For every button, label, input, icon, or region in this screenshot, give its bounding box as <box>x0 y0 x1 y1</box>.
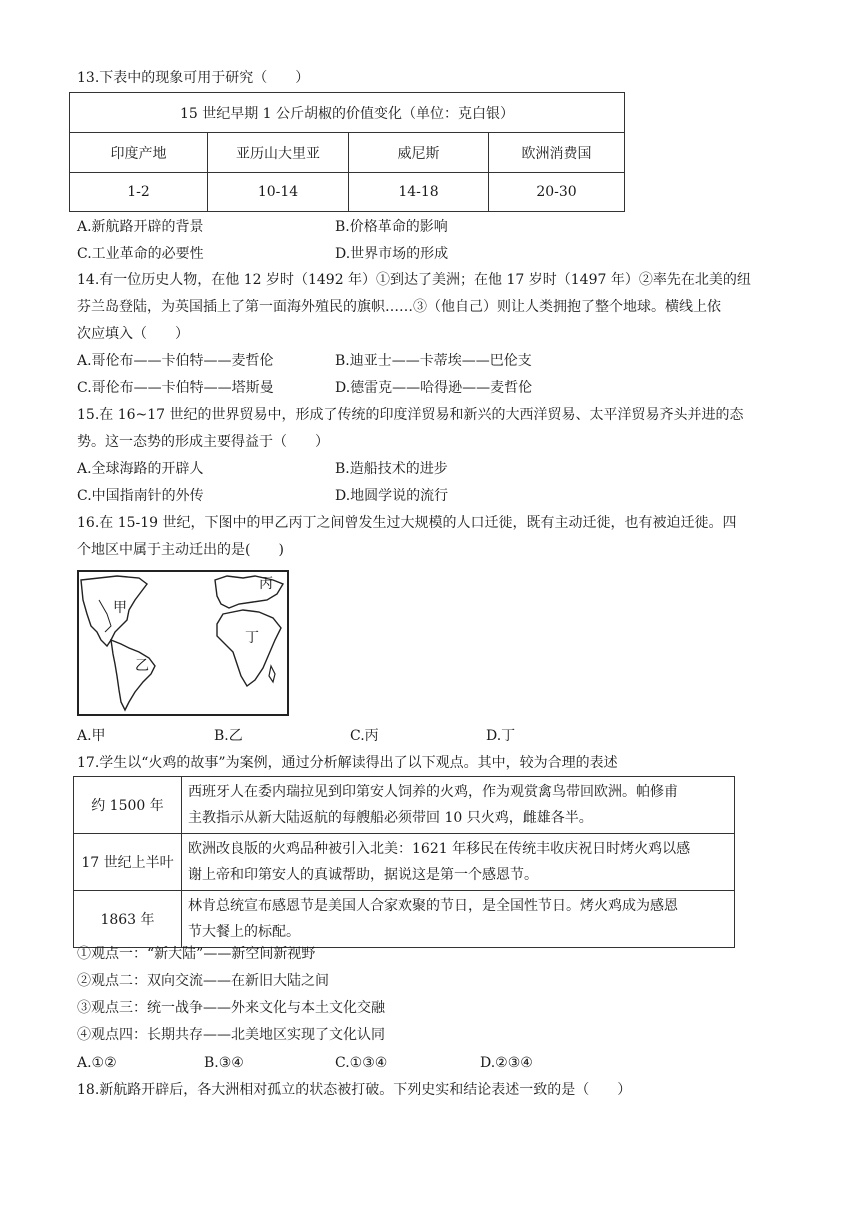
q13-header-alexandria: 亚历山大里亚 <box>208 133 349 173</box>
map-label-jia: 甲 <box>113 600 127 616</box>
q16-stem-line-1: 16.在 15-19 世纪，下图中的甲乙丙丁之间曾发生过大规模的人口迁徙，既有主动迁徙，也有被迫迁徙。四 <box>77 515 737 531</box>
q17-option-b[interactable]: B.③④ <box>204 1055 244 1071</box>
q13-value-europe: 20-30 <box>489 173 625 212</box>
q14-stem-line-2: 芬兰岛登陆，为英国插上了第一面海外殖民的旗帜……③（他自己）则让人类拥抱了整个地球。横线上依 <box>77 299 721 315</box>
q17-row-1-line-1: 西班牙人在委内瑞拉见到印第安人饲养的火鸡，作为观赏禽鸟带回欧洲。帕修甫 <box>188 784 678 800</box>
q13-header-europe: 欧洲消费国 <box>489 133 625 173</box>
q17-option-a[interactable]: A.①② <box>77 1055 117 1071</box>
q13-price-table <box>69 92 625 212</box>
q17-row-2-year: 17 世纪上半叶 <box>74 834 182 891</box>
q16-option-c[interactable]: C.丙 <box>350 728 379 744</box>
q13-value-alexandria: 10-14 <box>208 173 349 212</box>
q13-option-d[interactable]: D.世界市场的形成 <box>335 246 449 262</box>
q17-row-3-year: 1863 年 <box>74 891 182 948</box>
q17-turkey-table <box>73 776 735 948</box>
map-label-bing: 丙 <box>259 576 273 592</box>
q15-stem-line-2: 势。这一态势的形成主要得益于（ ） <box>77 434 329 450</box>
q17-row-1-year: 约 1500 年 <box>74 777 182 834</box>
q13-header-india: 印度产地 <box>70 133 208 173</box>
q15-option-a[interactable]: A.全球海路的开辟人 <box>77 461 204 477</box>
q16-option-d[interactable]: D.丁 <box>486 728 516 744</box>
q14-option-a[interactable]: A.哥伦布——卡伯特——麦哲伦 <box>77 353 274 369</box>
q17-row-3-desc <box>182 891 735 948</box>
q16-option-b[interactable]: B.乙 <box>214 728 243 744</box>
q13-header-venice: 威尼斯 <box>349 133 489 173</box>
q15-stem-line-1: 15.在 16~17 世纪的世界贸易中，形成了传统的印度洋贸易和新兴的大西洋贸易、太平洋贸易齐头并进的态 <box>77 407 744 423</box>
q17-row-2-line-2: 谢上帝和印第安人的真诚帮助，据说这是第一个感恩节。 <box>188 867 538 883</box>
q17-view-1: ①观点一：“新大陆”——新空间新视野 <box>77 946 316 962</box>
q16-stem-line-2: 个地区中属于主动迁出的是( ) <box>77 542 284 558</box>
q14-stem-line-1: 14.有一位历史人物，在他 12 岁时（1492 年）①到达了美洲；在他 17 岁时（1497 年）②率先在北美的纽 <box>77 272 751 288</box>
q13-value-india: 1-2 <box>70 173 208 212</box>
q13-option-c[interactable]: C.工业革命的必要性 <box>77 246 204 262</box>
q17-row-3-line-2: 节大餐上的标配。 <box>188 924 300 940</box>
map-label-yi: 乙 <box>135 658 149 674</box>
q15-option-d[interactable]: D.地圆学说的流行 <box>335 488 449 504</box>
q17-row-1-desc <box>182 777 735 834</box>
q14-option-d[interactable]: D.德雷克——哈得逊——麦哲伦 <box>335 380 533 396</box>
q16-option-a[interactable]: A.甲 <box>77 728 106 744</box>
q17-view-3: ③观点三：统一战争——外来文化与本土文化交融 <box>77 1000 385 1016</box>
q13-stem: 13.下表中的现象可用于研究（ ） <box>77 70 310 86</box>
q13-option-b[interactable]: B.价格革命的影响 <box>335 219 448 235</box>
q13-value-venice: 14-18 <box>349 173 489 212</box>
q14-option-b[interactable]: B.迪亚士——卡蒂埃——巴伦支 <box>335 353 532 369</box>
q17-row-2-desc <box>182 834 735 891</box>
q13-option-a[interactable]: A.新航路开辟的背景 <box>77 219 204 235</box>
map-label-ding: 丁 <box>245 630 259 646</box>
q17-option-c[interactable]: C.①③④ <box>335 1055 388 1071</box>
q17-row-3-line-1: 林肯总统宣布感恩节是美国人合家欢聚的节日，是全国性节日。烤火鸡成为感恩 <box>188 898 678 914</box>
q17-option-d[interactable]: D.②③④ <box>480 1055 533 1071</box>
q18-stem: 18.新航路开辟后，各大洲相对孤立的状态被打破。下列史实和结论表述一致的是（ ） <box>77 1082 632 1098</box>
q14-option-c[interactable]: C.哥伦布——卡伯特——塔斯曼 <box>77 380 274 396</box>
q13-table-title: 15 世纪早期 1 公斤胡椒的价值变化（单位：克白银） <box>70 93 625 133</box>
q17-view-4: ④观点四：长期共存——北美地区实现了文化认同 <box>77 1027 385 1043</box>
q17-stem: 17.学生以“火鸡的故事”为案例，通过分析解读得出了以下观点。其中，较为合理的表述 <box>77 755 618 771</box>
q15-option-b[interactable]: B.造船技术的进步 <box>335 461 448 477</box>
q17-row-2-line-1: 欧洲改良版的火鸡品种被引入北美：1621 年移民在传统丰收庆祝日时烤火鸡以感 <box>188 841 691 857</box>
q17-row-1-line-2: 主教指示从新大陆返航的每艘船必须带回 10 只火鸡，雌雄各半。 <box>188 810 593 826</box>
q15-option-c[interactable]: C.中国指南针的外传 <box>77 488 204 504</box>
q16-world-map <box>77 570 289 716</box>
q17-view-2: ②观点二：双向交流——在新旧大陆之间 <box>77 973 329 989</box>
q14-stem-line-3: 次应填入（ ） <box>77 326 189 342</box>
